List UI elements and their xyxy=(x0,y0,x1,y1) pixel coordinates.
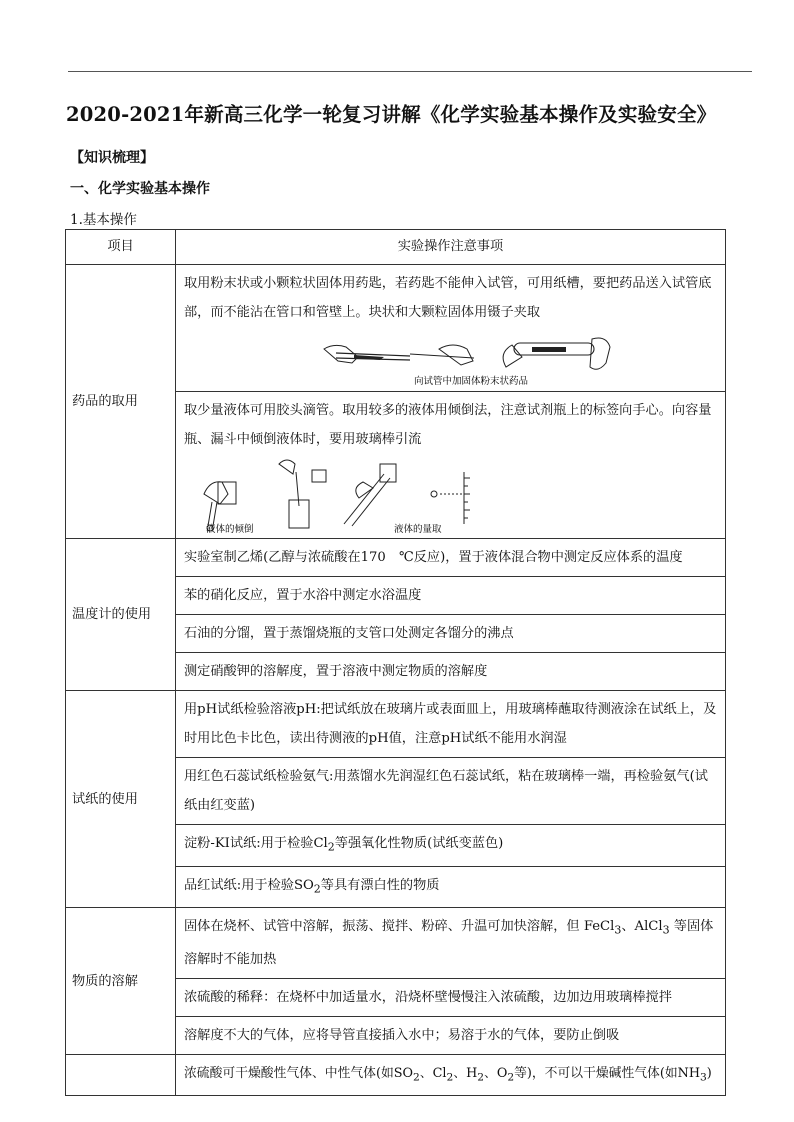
category-thermometer: 温度计的使用 xyxy=(66,539,176,691)
ki-subscript: 2 xyxy=(327,840,335,854)
o2-subscript: 2 xyxy=(507,1070,515,1084)
header-notes: 实验操作注意事项 xyxy=(176,230,726,265)
drying-text-3: 、H xyxy=(453,1065,478,1081)
liquid-drug-text: 取少量液体可用胶头滴管。取用较多的液体用倾倒法，注意试剂瓶上的标签向手心。向容量瓶、漏斗中倾倒液体时，要用玻璃棒引流 xyxy=(184,403,712,447)
fecl3-subscript: 3 xyxy=(614,923,622,937)
document-title: 2020-2021年新高三化学一轮复习讲解《化学实验基本操作及实验安全》 xyxy=(66,103,717,126)
dissolution-text: 固体在烧杯、试管中溶解，振荡、搅拌、粉碎、升温可加快溶解，但 FeCl xyxy=(184,919,615,935)
table-row xyxy=(66,265,726,392)
thermometer-row-2: 苯的硝化反应，置于水浴中测定水浴温度 xyxy=(176,577,726,615)
thermometer-row-4: 测定硝酸钾的溶解度，置于溶液中测定物质的溶解度 xyxy=(176,653,726,691)
test-paper-row-1: 用pH试纸检验溶液pH:把试纸放在玻璃片或表面皿上，用玻璃棒蘸取待测液涂在试纸上，及时用比色卡比色，读出待测液的pH值，注意pH试纸不能用水润湿 xyxy=(176,691,726,758)
dissolution-row-2: 浓硫酸的稀释：在烧杯中加适量水，沿烧杯壁慢慢注入浓硫酸，边加边用玻璃棒搅拌 xyxy=(176,978,726,1016)
cell-liquid-drug xyxy=(176,392,726,539)
header-rule xyxy=(68,71,752,72)
drying-text-1: 浓硫酸可干燥酸性气体、中性气体(如SO xyxy=(184,1065,414,1081)
header-item: 项目 xyxy=(66,230,176,265)
alcl3-subscript: 3 xyxy=(662,923,670,937)
cell-solid-drug xyxy=(176,265,726,392)
test-paper-row-4 xyxy=(176,866,726,908)
h2-subscript: 2 xyxy=(477,1070,485,1084)
drying-text-6: ) xyxy=(706,1065,712,1081)
drying-text-2: 、Cl xyxy=(419,1065,447,1081)
liquid-handling-illustration xyxy=(184,454,724,534)
table-row xyxy=(66,539,726,577)
subsection-heading: 1.基本操作 xyxy=(70,212,137,228)
liquid-caption-pouring: 液体的倾倒 xyxy=(206,524,254,534)
section-tag: 【知识梳理】 xyxy=(70,150,154,166)
table-row xyxy=(66,1054,726,1096)
drying-text-4: 、O xyxy=(484,1065,508,1081)
table-row xyxy=(66,908,726,979)
solid-drug-caption: 向试管中加固体粉末状药品 xyxy=(414,376,529,387)
solid-powder-illustration xyxy=(184,327,724,387)
table-header-row xyxy=(66,230,726,265)
dissolution-text-end: 等固体溶解时不能加热 xyxy=(184,919,714,967)
solid-drug-text: 取用粉末状或小颗粒状固体用药匙，若药匙不能伸入试管，可用纸槽，要把药品送入试管底部，而不能沾在管口和管壁上。块状和大颗粒固体用镊子夹取 xyxy=(184,276,712,320)
dissolution-row-1 xyxy=(176,908,726,979)
solid-drug-figure xyxy=(184,327,719,387)
nh3-subscript: 3 xyxy=(700,1070,707,1084)
drying-text-5: 等)，不可以干燥碱性气体(如NH xyxy=(514,1065,700,1081)
category-dissolution: 物质的溶解 xyxy=(66,908,176,1055)
table-row xyxy=(66,691,726,758)
pinhong-text: 品红试纸:用于检验SO xyxy=(184,877,314,893)
thermometer-row-3: 石油的分馏，置于蒸馏烧瓶的支管口处测定各馏分的沸点 xyxy=(176,615,726,653)
pinhong-subscript: 2 xyxy=(313,882,321,896)
drying-row-1 xyxy=(176,1054,726,1096)
cl2-subscript: 2 xyxy=(446,1070,454,1084)
ki-text-end: 等强氧化性物质(试纸变蓝色) xyxy=(334,836,504,851)
pinhong-text-end: 等具有漂白性的物质 xyxy=(320,877,440,893)
dissolution-text-mid: 、AlCl xyxy=(621,919,663,935)
section-heading: 一、化学实验基本操作 xyxy=(70,181,210,197)
dissolution-row-3: 溶解度不大的气体，应将导管直接插入水中；易溶于水的气体，要防止倒吸 xyxy=(176,1016,726,1054)
operations-table xyxy=(65,229,726,1096)
liquid-caption-measuring: 液体的量取 xyxy=(394,524,442,534)
test-paper-row-3 xyxy=(176,825,726,867)
category-test-paper: 试纸的使用 xyxy=(66,691,176,908)
ki-text: 淀粉-KI试纸:用于检验Cl xyxy=(184,836,328,851)
liquid-drug-figure xyxy=(184,454,719,534)
test-paper-row-2: 用红色石蕊试纸检验氨气:用蒸馏水先润湿红色石蕊试纸，粘在玻璃棒一端，再检验氨气(试纸由红变蓝) xyxy=(176,758,726,825)
so2-subscript: 2 xyxy=(413,1070,420,1084)
thermometer-row-1: 实验室制乙烯(乙醇与浓硫酸在170 ℃反应)，置于液体混合物中测定反应体系的温度 xyxy=(176,539,726,577)
category-drug-taking: 药品的取用 xyxy=(66,265,176,539)
category-drying xyxy=(66,1054,176,1096)
